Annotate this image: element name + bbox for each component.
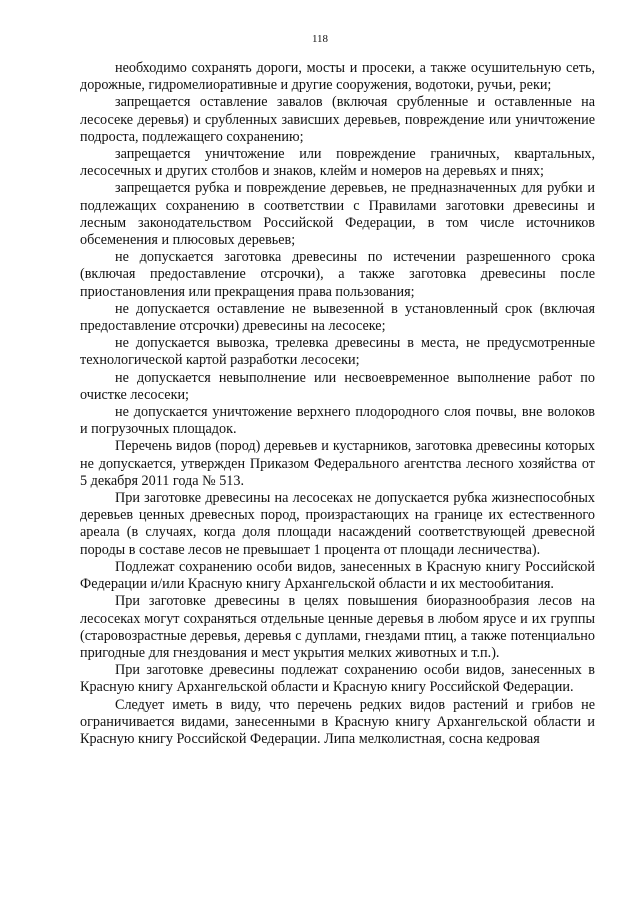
paragraph: Подлежат сохранению особи видов, занесенных в Красную книгу Российской Федерации и/или Красную книгу Архангельской области и их местообитания. [80,558,595,593]
paragraph: При заготовке древесины в целях повышения биоразнообразия лесов на лесосеках могут сохраняться отдельные ценные деревья в любом ярусе и их группы (старовозрастные деревья, деревья с дуплами, гнездами птиц, а также потенциально пригодные для гнездования и мест укрытия мелких животных и т.п.). [80,593,595,661]
paragraph: запрещается уничтожение или повреждение граничных, квартальных, лесосечных и других столбов и знаков, клейм и номеров на деревьях и пнях; [80,146,595,180]
paragraph: Перечень видов (пород) деревьев и кустарников, заготовка древесины которых не допускается, утвержден Приказом Федерального агентства лесного хозяйства от 5 декабря 2011 года № 513. [80,438,595,489]
paragraph: не допускается невыполнение или несвоевременное выполнение работ по очистке лесосеки; [80,369,595,403]
paragraph: Следует иметь в виду, что перечень редких видов растений и грибов не ограничивается видами, занесенными в Красную книгу Архангельской области и Красную книгу Российской Федерации. Липа мелколистная, сосна кедровая [80,696,595,747]
paragraph: необходимо сохранять дороги, мосты и просеки, а также осушительную сеть, дорожные, гидромелиоративные и другие сооружения, водотоки, ручьи, реки; [80,60,595,94]
paragraph: не допускается оставление не вывезенной в установленный срок (включая предоставление отсрочки) древесины на лесосеке; [80,300,595,335]
paragraph: При заготовке древесины на лесосеках не допускается рубка жизнеспособных деревьев ценных древесных пород, произрастающих на границе их естественного ареала (в случаях, когда доля площади насаждений соответствующей древесной породы в составе лесов не превышает 1 процента от площади лесничества). [80,490,595,558]
paragraph: не допускается уничтожение верхнего плодородного слоя почвы, вне волоков и погрузочных площадок. [80,404,595,438]
page-number: 118 [311,33,329,45]
document-body [80,60,595,748]
paragraph: не допускается вывозка, трелевка древесины в места, не предусмотренные технологической картой разработки лесосеки; [80,335,595,369]
paragraph: запрещается рубка и повреждение деревьев, не предназначенных для рубки и подлежащих сохранению в соответствии с Правилами заготовки древесины и лесным законодательством Российской Федерации, в том числе источников обсеменения и плюсовых деревьев; [80,180,595,249]
paragraph: не допускается заготовка древесины по истечении разрешенного срока (включая предоставление отсрочки), а также заготовка древесины после приостановления или прекращения права пользования; [80,249,595,300]
paragraph: При заготовке древесины подлежат сохранению особи видов, занесенных в Красную книгу Архангельской области и Красную книгу Российской Федерации. [80,662,595,696]
paragraph: запрещается оставление завалов (включая срубленные и оставленные на лесосеке деревья) и срубленных зависших деревьев, повреждение или уничтожение подроста, подлежащего сохранению; [80,94,595,145]
